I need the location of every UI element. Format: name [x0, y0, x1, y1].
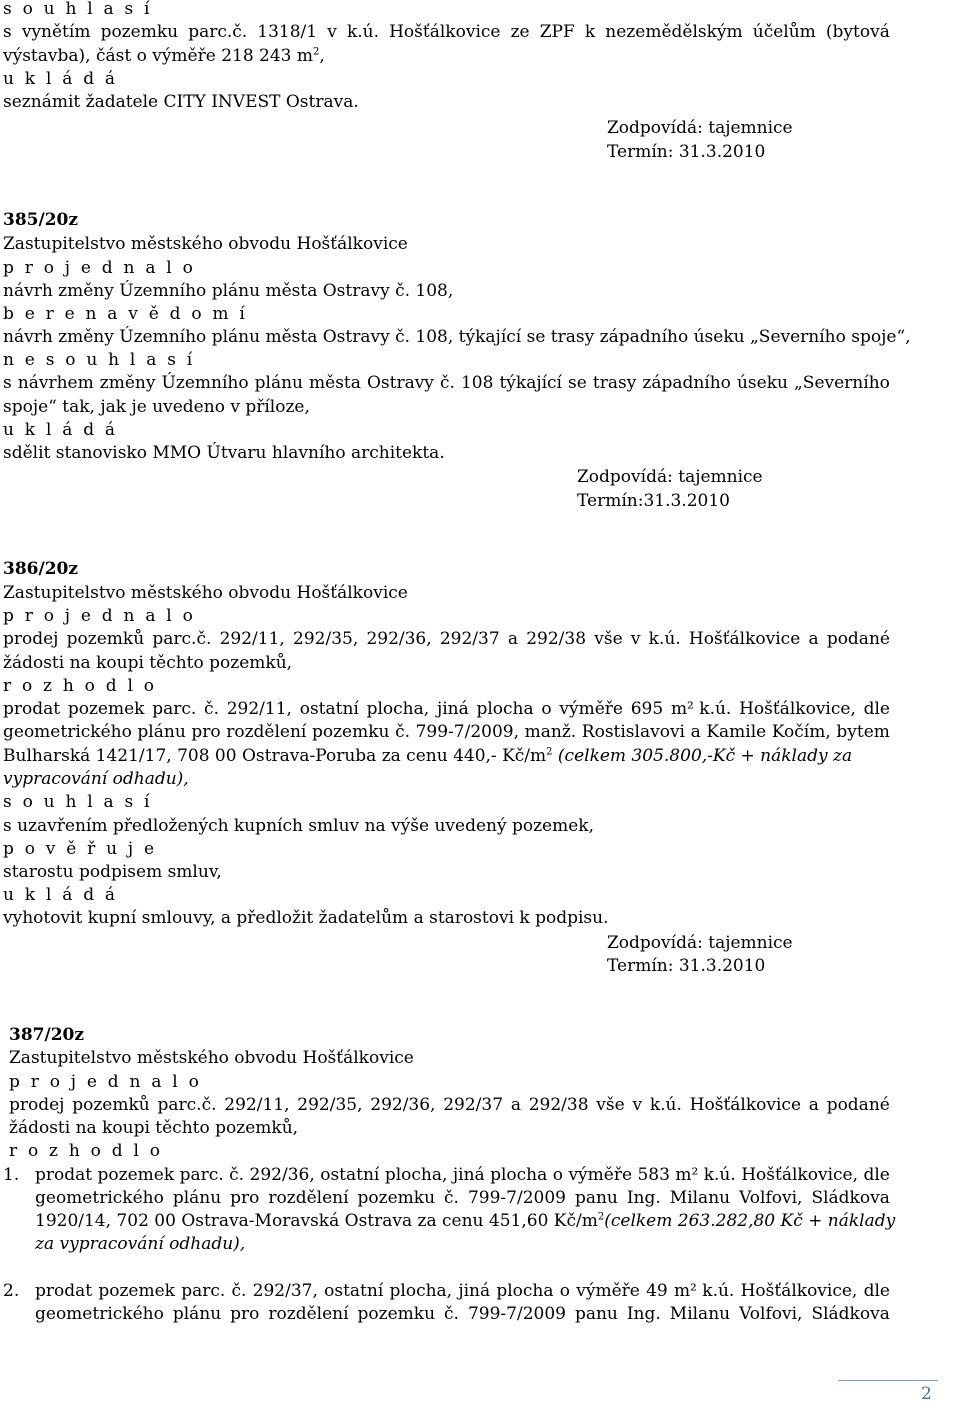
word: nezemědělským: [605, 22, 743, 42]
word: prodat: [35, 1281, 93, 1301]
word: pozemku: [100, 22, 179, 42]
responsibility-label: Zodpovídá: tajemnice: [607, 933, 793, 953]
verb-projednalo: p r o j e d n a l o: [3, 606, 196, 626]
resolution-number: 387/20z: [9, 1025, 85, 1045]
word: s: [3, 373, 12, 393]
paragraph-line: za vypracování odhadu),: [35, 1234, 246, 1254]
word: týkající: [499, 373, 562, 393]
word: a: [507, 629, 519, 649]
word: změny: [99, 373, 156, 393]
word: k.ú.: [648, 629, 681, 649]
word: účelům: [752, 22, 816, 42]
word: k: [584, 22, 596, 42]
verb-souhlasi: s o u h l a s í: [3, 792, 153, 812]
word: a: [510, 1095, 521, 1115]
word: výměře: [559, 699, 623, 719]
word: parc.č.: [157, 1095, 217, 1115]
word: 695: [630, 699, 664, 719]
word: pozemku: [357, 1304, 436, 1324]
word: 292/35,: [297, 1095, 363, 1115]
council-name: Zastupitelstvo městského obvodu Hošťálkovice: [3, 234, 408, 254]
word: pozemek: [97, 1165, 175, 1185]
word: rozdělení: [268, 1304, 349, 1324]
word: plocha,: [389, 1281, 453, 1301]
paragraph-line: [35, 1164, 890, 1187]
word: v: [630, 629, 641, 649]
word: plocha: [490, 1165, 548, 1185]
word: Kočím,: [771, 722, 831, 742]
word: 799-7/2009: [467, 1188, 566, 1208]
word: plánu: [172, 1188, 222, 1208]
word: 108: [460, 373, 494, 393]
word: ostatní: [324, 1281, 384, 1301]
verb-nesouhlasi: n e s o u h l a s í: [3, 350, 195, 370]
word: rozdělení: [268, 1188, 349, 1208]
word: Milanu: [669, 1304, 731, 1324]
list-item-number: 1.: [3, 1165, 20, 1185]
verb-uklada: u k l á d á: [3, 69, 118, 89]
word: parc.: [152, 699, 197, 719]
word: Sládkova: [811, 1188, 890, 1208]
word: Milanu: [669, 1188, 731, 1208]
word: k.ú.: [346, 22, 379, 42]
paragraph-line: [35, 1187, 890, 1210]
word: č.: [444, 1188, 459, 1208]
word: 799-7/2009: [467, 1304, 566, 1324]
paragraph-line: sdělit stanovisko MMO Útvaru hlavního architekta.: [3, 443, 445, 463]
word: pozemku: [311, 722, 390, 742]
paragraph-line: žádosti na koupi těchto pozemků,: [3, 653, 293, 673]
word: plocha,: [384, 1165, 448, 1185]
word: o: [552, 1165, 563, 1185]
word: jiná: [458, 1281, 491, 1301]
word: parc.: [181, 1281, 226, 1301]
resolution-number: 386/20z: [3, 559, 79, 579]
paragraph-line: návrh změny Územního plánu města Ostravy č. 108,: [3, 281, 454, 301]
word: plocha: [496, 1281, 554, 1301]
paragraph-line: žádosti na koupi těchto pozemků,: [9, 1118, 299, 1138]
word: Ing.: [626, 1188, 661, 1208]
paragraph-line: [3, 698, 890, 721]
word: o: [559, 1281, 571, 1301]
word: 292/37,: [252, 1281, 318, 1301]
word: m² k.ú.: [670, 699, 732, 719]
word: se: [568, 373, 587, 393]
responsibility-label: Zodpovídá: tajemnice: [577, 467, 763, 487]
word: 583: [637, 1165, 670, 1185]
verb-projednalo: p r o j e d n a l o: [9, 1072, 202, 1092]
word: vše: [596, 1095, 625, 1115]
word: pozemků: [66, 629, 145, 649]
word: manž.: [524, 722, 577, 742]
word: jiná: [452, 1165, 485, 1185]
word: k.ú.: [649, 1095, 682, 1115]
word: 292/35,: [293, 629, 359, 649]
word: plánu: [254, 373, 303, 393]
paragraph-line: [3, 721, 890, 744]
word: podané: [826, 629, 890, 649]
word: pozemek: [98, 1281, 175, 1301]
word: vynětím: [21, 22, 91, 42]
word: a: [808, 629, 819, 649]
word: v: [327, 22, 337, 42]
word: č.: [204, 699, 219, 719]
verb-poveruje: p o v ě ř u j e: [3, 839, 157, 859]
word: plocha,: [366, 699, 430, 719]
word: Rostislavovi: [581, 722, 685, 742]
word: 49: [646, 1281, 668, 1301]
word: dle: [863, 1281, 890, 1301]
word: 292/36,: [370, 1095, 436, 1115]
word: výměře: [576, 1281, 640, 1301]
word: plánu: [137, 722, 186, 742]
word: m² k.ú.: [675, 1165, 736, 1185]
council-name: Zastupitelstvo městského obvodu Hošťálkovice: [9, 1048, 414, 1068]
word: č.: [395, 722, 411, 742]
council-name: Zastupitelstvo městského obvodu Hošťálkovice: [3, 583, 408, 603]
word: 1318/1: [257, 22, 318, 42]
deadline-label: Termín: 31.3.2010: [607, 956, 766, 976]
word: 292/11,: [224, 1095, 290, 1115]
paragraph-line: [35, 1303, 890, 1326]
footer-rule: [838, 1380, 938, 1381]
word: Hošťálkovice,: [739, 699, 856, 719]
paragraph-line: 1920/14, 702 00 Ostrava-Moravská Ostrava za cenu 451,60 $Kč/m^2(celkem$ 263.282,80 Kč + náklady: [35, 1211, 896, 1231]
word: geometrického: [35, 1304, 164, 1324]
word: 292/38: [526, 629, 587, 649]
word: 292/36,: [249, 1165, 315, 1185]
verb-rozhodlo: r o z h o d l o: [3, 676, 157, 696]
paragraph-line: [35, 1280, 890, 1303]
word: ostatní: [320, 1165, 380, 1185]
word: západního: [642, 373, 731, 393]
word: panu: [574, 1188, 618, 1208]
word: 292/37: [443, 1095, 504, 1115]
word: geometrického: [3, 722, 132, 742]
word: ze: [510, 22, 530, 42]
word: Kamile: [706, 722, 767, 742]
paragraph-line: spoje“ tak, jak je uvedeno v příloze,: [3, 397, 310, 417]
paragraph-line: návrh změny Územního plánu města Ostravy č. 108, týkající se trasy západního úseku „Severního spoje“,: [3, 327, 911, 347]
word: panu: [574, 1304, 618, 1324]
word: vše: [594, 629, 623, 649]
word: Ostravy: [366, 373, 434, 393]
verb-projednalo: p r o j e d n a l o: [3, 258, 196, 278]
word: Hošťálkovice: [689, 1095, 802, 1115]
word: bytem: [836, 722, 890, 742]
word: pozemek: [67, 699, 145, 719]
word: č.: [439, 373, 455, 393]
word: v: [632, 1095, 643, 1115]
word: Sládkova: [811, 1304, 890, 1324]
word: o: [541, 699, 552, 719]
word: pro: [230, 1304, 260, 1324]
paragraph-line: vypracování odhadu),: [3, 769, 189, 789]
word: Volfovi,: [739, 1188, 803, 1208]
word: č.: [444, 1304, 459, 1324]
word: pro: [230, 1188, 260, 1208]
deadline-label: Termín: 31.3.2010: [607, 142, 766, 162]
word: č.: [231, 1281, 247, 1301]
word: prodej: [3, 629, 59, 649]
word: (bytová: [825, 22, 890, 42]
resolution-number: 385/20z: [3, 210, 79, 230]
paragraph-line: výstavba), část o výměře 218 243 $m^2$,: [3, 46, 325, 66]
word: prodej: [9, 1095, 65, 1115]
word: výměře: [568, 1165, 633, 1185]
word: podané: [826, 1095, 890, 1115]
word: dle: [863, 699, 890, 719]
word: a: [808, 1095, 819, 1115]
word: s: [3, 22, 12, 42]
list-item-number: 2.: [3, 1281, 20, 1301]
paragraph-line: [3, 628, 890, 651]
word: a: [690, 722, 701, 742]
word: prodat: [3, 699, 61, 719]
word: Hošťálkovice: [688, 629, 801, 649]
word: Volfovi,: [739, 1304, 803, 1324]
word: trasy: [592, 373, 637, 393]
word: „Severního: [794, 373, 890, 393]
word: 292/37: [439, 629, 500, 649]
word: ostatní: [299, 699, 359, 719]
word: geometrického: [35, 1188, 164, 1208]
word: 292/11,: [226, 699, 292, 719]
word: Hošťálkovice,: [740, 1281, 858, 1301]
paragraph-line: [9, 1094, 890, 1117]
word: pozemku: [357, 1188, 436, 1208]
word: 292/36,: [366, 629, 432, 649]
verb-souhlasi: s o u h l a s í: [3, 0, 153, 19]
word: parc.: [179, 1165, 224, 1185]
word: pozemků: [72, 1095, 150, 1115]
word: dle: [863, 1165, 890, 1185]
word: plánu: [172, 1304, 222, 1324]
word: 292/38: [528, 1095, 589, 1115]
paragraph-line: starostu podpisem smluv,: [3, 862, 222, 882]
word: č.: [229, 1165, 245, 1185]
word: úseku: [736, 373, 788, 393]
paragraph-line: vyhotovit kupní smlouvy, a předložit žadatelům a starostovi k podpisu.: [3, 908, 609, 928]
responsibility-label: Zodpovídá: tajemnice: [607, 118, 793, 138]
word: ZPF: [539, 22, 575, 42]
word: parc.č.: [152, 629, 212, 649]
page-number: 2: [921, 1384, 932, 1404]
word: plocha: [476, 699, 534, 719]
paragraph-line: s uzavřením předložených kupních smluv na výše uvedený pozemek,: [3, 816, 594, 836]
word: prodat: [35, 1165, 93, 1185]
word: parc.č.: [188, 22, 248, 42]
word: Územního: [161, 373, 249, 393]
verb-rozhodlo: r o z h o d l o: [9, 1141, 163, 1161]
paragraph-line: [3, 21, 890, 44]
word: 292/11,: [219, 629, 285, 649]
paragraph-line: seznámit žadatele CITY INVEST Ostrava.: [3, 92, 359, 112]
word: Hošťálkovice: [389, 22, 501, 42]
verb-uklada: u k l á d á: [3, 885, 118, 905]
word: 799-7/2009,: [415, 722, 520, 742]
deadline-label: Termín:31.3.2010: [577, 491, 730, 511]
word: města: [309, 373, 361, 393]
word: jiná: [436, 699, 469, 719]
verb-bere-na-vedomi: b e r e n a v ě d o m í: [3, 304, 248, 324]
word: rozdělení: [226, 722, 307, 742]
verb-uklada: u k l á d á: [3, 420, 118, 440]
word: Hošťálkovice,: [741, 1165, 858, 1185]
word: pro: [191, 722, 221, 742]
paragraph-line: Bulharská 1421/17, 708 00 Ostrava-Poruba za cenu 440,- $Kč/m^2$ (celkem 305.800,-Kč + náklady za: [3, 746, 853, 766]
word: Ing.: [626, 1304, 661, 1324]
paragraph-line: [3, 372, 890, 395]
word: návrhem: [17, 373, 94, 393]
word: m² k.ú.: [673, 1281, 735, 1301]
